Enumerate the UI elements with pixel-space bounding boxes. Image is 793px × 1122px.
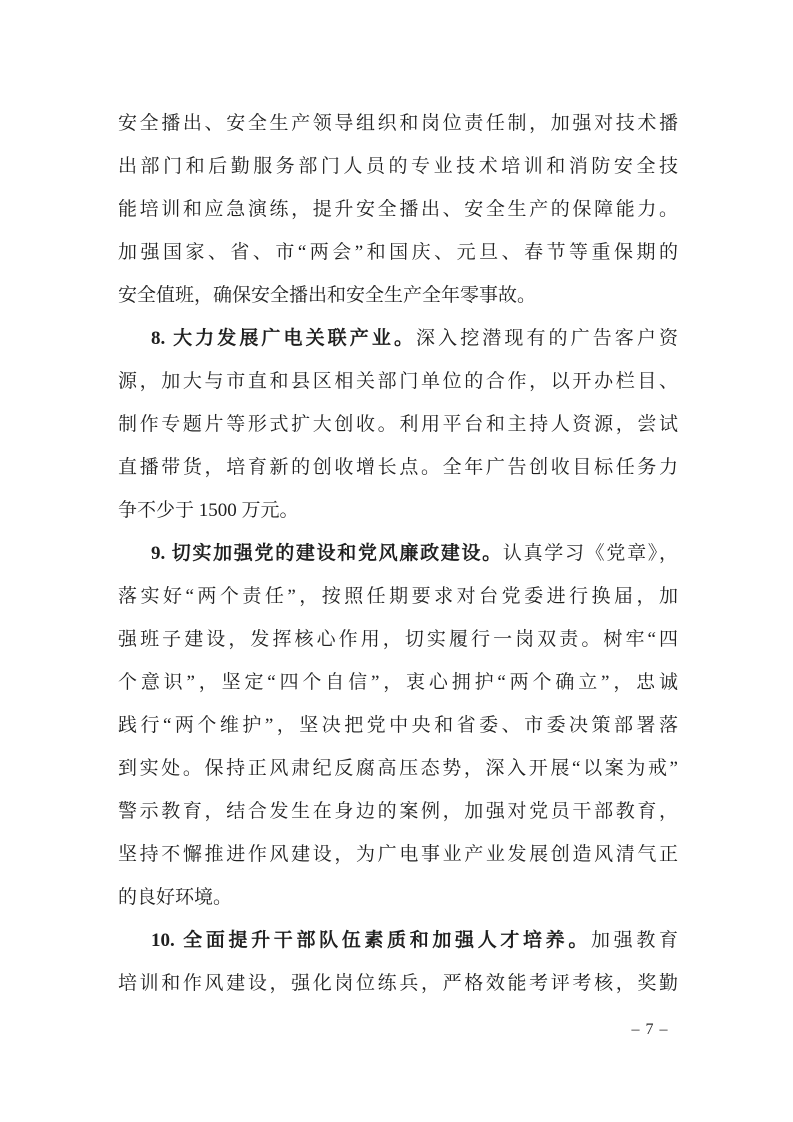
body-text-run: 制作专题片等形式扩大创收。利用平台和主持人资源，尝试 <box>118 414 678 435</box>
text-line <box>118 618 678 661</box>
text-line <box>118 360 678 403</box>
body-text-run: 强班子建设，发挥核心作用，切实履行一岗双责。树牢“四 <box>118 629 678 650</box>
text-line <box>118 747 678 790</box>
text-line <box>118 403 678 446</box>
paragraph-8-industry <box>118 317 678 532</box>
section-heading-run: 8. 大力发展广电关联产业。 <box>151 328 417 349</box>
text-line <box>118 188 678 231</box>
paragraph-10-talent <box>118 919 678 1005</box>
body-text-run: 能培训和应急演练，提升安全播出、安全生产的保障能力。 <box>118 199 678 220</box>
body-text-run: 到实处。保持正风肃纪反腐高压态势，深入开展“以案为戒” <box>118 758 678 779</box>
text-line <box>118 446 678 489</box>
body-text-run: 认真学习《党章》， <box>502 543 678 564</box>
body-text-run: 安全播出、安全生产领导组织和岗位责任制，加强对技术播 <box>118 113 678 134</box>
text-line <box>118 532 678 575</box>
text-line <box>118 231 678 274</box>
text-line <box>118 145 678 188</box>
body-text-run: 加强教育 <box>591 930 678 951</box>
text-line <box>118 661 678 704</box>
body-text-run: 深入挖潜现有的广告客户资 <box>416 328 678 349</box>
paragraph-9-party-building <box>118 532 678 919</box>
body-text-run: 坚持不懈推进作风建设，为广电事业产业发展创造风清气正 <box>118 844 678 865</box>
text-line <box>118 876 678 919</box>
body-text-run: 出部门和后勤服务部门人员的专业技术培训和消防安全技 <box>118 156 678 177</box>
text-line <box>118 919 678 962</box>
text-line <box>118 962 678 1005</box>
body-text-run: 争不少于 1500 万元。 <box>118 500 299 521</box>
body-text-run: 践行“两个维护”，坚决把党中央和省委、市委决策部署落 <box>118 715 678 736</box>
body-text-run: 培训和作风建设，强化岗位练兵，严格效能考评考核，奖勤 <box>118 973 678 994</box>
body-text-run: 警示教育，结合发生在身边的案例，加强对党员干部教育， <box>118 801 678 822</box>
text-line <box>118 833 678 876</box>
page-number: – 7 – <box>631 1021 669 1038</box>
text-line <box>118 790 678 833</box>
body-text-run: 安全值班，确保安全播出和安全生产全年零事故。 <box>118 285 537 306</box>
text-line <box>118 575 678 618</box>
body-text-run: 落实好“两个责任”，按照任期要求对台党委进行换届，加 <box>118 586 678 607</box>
body-text-run: 加强国家、省、市“两会”和国庆、元旦、春节等重保期的 <box>118 242 678 263</box>
text-line <box>118 704 678 747</box>
text-line <box>118 317 678 360</box>
body-text-run: 个意识”，坚定“四个自信”，衷心拥护“两个确立”，忠诚 <box>118 672 678 693</box>
body-text-run: 源，加大与市直和县区相关部门单位的合作，以开办栏目、 <box>118 371 678 392</box>
section-heading-run: 9. 切实加强党的建设和党风廉政建设。 <box>151 543 503 564</box>
body-text-run: 直播带货，培育新的创收增长点。全年广告创收目标任务力 <box>118 457 678 478</box>
text-line <box>118 102 678 145</box>
paragraph-safety-broadcast <box>118 102 678 317</box>
section-heading-run: 10. 全面提升干部队伍素质和加强人才培养。 <box>151 930 591 951</box>
text-line <box>118 489 678 532</box>
body-text-run: 的良好环境。 <box>118 887 233 908</box>
text-block <box>118 102 678 1005</box>
text-line <box>118 274 678 317</box>
